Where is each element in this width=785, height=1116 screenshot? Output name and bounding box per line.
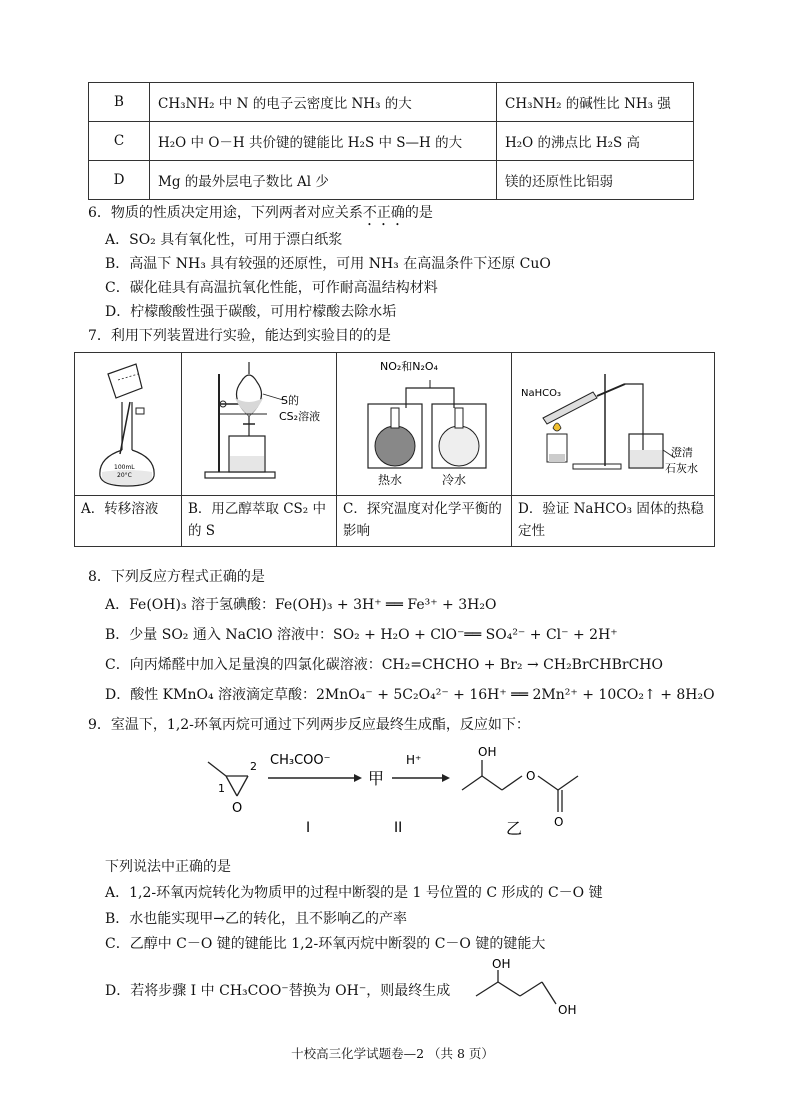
equilibrium-figure	[338, 354, 510, 490]
figure-a-cell	[75, 353, 182, 496]
figure-d-cell	[512, 353, 715, 496]
q9-option-b: B．水也能实现甲→乙的转化，且不影响乙的产率	[105, 911, 408, 927]
limewater-label-1: 澄清	[671, 446, 693, 459]
step-1-label: I	[306, 820, 311, 836]
reagent-1: CH₃COO⁻	[270, 753, 331, 768]
row-label: D	[89, 161, 150, 200]
q7-stem: 7．利用下列装置进行实验，能达到实验目的的是	[88, 328, 391, 344]
hot-water-label: 热水	[378, 473, 403, 487]
gas-mixture-label: NO₂和N₂O₄	[380, 360, 439, 373]
row-result: CH₃NH₂ 的碱性比 NH₃ 强	[497, 83, 694, 122]
table-row	[89, 83, 694, 122]
q8-stem: 8．下列反应方程式正确的是	[88, 569, 265, 585]
separatory-funnel-figure	[183, 354, 335, 490]
row-label: C	[89, 122, 150, 161]
q6-option-a: A．SO₂ 具有氧化性，可用于漂白纸浆	[105, 232, 343, 248]
row-cause: Mg 的最外层电子数比 Al 少	[150, 161, 497, 200]
carbonyl-oxygen: O	[554, 815, 564, 829]
flask-volume-label: 100mL	[114, 464, 135, 471]
q8-option-d: D．酸性 KMnO₄ 溶液滴定草酸：2MnO₄⁻ + 5C₂O₄²⁻ + 16H⁺ ══ 2Mn²⁺ + 10CO₂↑ + 8H₂O	[105, 687, 715, 703]
apparatus-table	[74, 352, 715, 547]
row-label: B	[89, 83, 150, 122]
reaction-scheme	[196, 742, 616, 848]
q9-option-a: A．1,2-环氧丙烷转化为物质甲的过程中断裂的是 1 号位置的 C 形成的 C－O 键	[105, 885, 603, 901]
figure-b-cell	[182, 353, 337, 496]
row-cause: CH₃NH₂ 中 N 的电子云密度比 NH₃ 的大	[150, 83, 497, 122]
product-yi: 乙	[506, 819, 523, 838]
table-row	[89, 122, 694, 161]
solution-label-1: S的	[281, 394, 299, 407]
row-result: H₂O 的沸点比 H₂S 高	[497, 122, 694, 161]
epoxide-oxygen: O	[232, 801, 243, 816]
q8-option-a: A．Fe(OH)₃ 溶于氢碘酸：Fe(OH)₃ + 3H⁺ ══ Fe³⁺ + 3H₂O	[105, 597, 497, 613]
row-cause: H₂O 中 O－H 共价键的键能比 H₂S 中 S—H 的大	[150, 122, 497, 161]
q9-option-d: D．若将步骤 I 中 CH₃COO⁻替换为 OH⁻，则最终生成	[105, 983, 451, 999]
flask-temp-label: 20°C	[117, 472, 132, 479]
reagent-2: H⁺	[406, 753, 422, 767]
q6-option-c: C．碳化硅具有高温抗氧化性能，可作耐高温结构材料	[105, 280, 438, 296]
q8-option-b: B．少量 SO₂ 通入 NaClO 溶液中：SO₂ + H₂O + ClO⁻══ SO₄²⁻ + Cl⁻ + 2H⁺	[105, 627, 618, 643]
diol-hydroxyl-top: OH	[492, 957, 511, 971]
step-2-label: II	[394, 820, 403, 836]
table-row	[89, 161, 694, 200]
position-2-label: 2	[250, 760, 257, 773]
limewater-label-2: 石灰水	[665, 462, 698, 475]
solution-label-2: CS₂溶液	[279, 410, 321, 423]
page-footer: 十校高三化学试题卷—2 （共 8 页）	[291, 1046, 494, 1061]
sodium-bicarbonate-label: NaHCO₃	[521, 388, 561, 399]
caption-d: D．验证 NaHCO₃ 固体的热稳定性	[512, 496, 715, 547]
volumetric-flask-figure	[76, 354, 180, 490]
q9-substem: 下列说法中正确的是	[105, 859, 231, 875]
q6-option-b: B．高温下 NH₃ 具有较强的还原性，可用 NH₃ 在高温条件下还原 CuO	[105, 256, 551, 272]
thermal-decomposition-figure	[513, 354, 713, 490]
caption-a: A．转移溶液	[75, 496, 182, 547]
q6-stem-post: 的是	[404, 205, 433, 221]
caption-c: C．探究温度对化学平衡的影响	[337, 496, 512, 547]
q6-stem-pre: 6．物质的性质决定用途，下列两者对应关系	[88, 205, 363, 221]
q8-option-c: C．向丙烯醛中加入足量溴的四氯化碳溶液：CH₂=CHCHO + Br₂ → CH₂BrCHBrCHO	[105, 657, 663, 673]
q6-stem-emphasis: 不正确	[362, 205, 405, 221]
q6-stem	[88, 202, 433, 229]
intermediate-jia: 甲	[368, 769, 385, 788]
row-result: 镁的还原性比铝弱	[497, 161, 694, 200]
ester-oxygen: O	[526, 769, 536, 783]
q6-option-d: D．柠檬酸酸性强于碳酸，可用柠檬酸去除水垢	[105, 304, 397, 320]
product-hydroxyl: OH	[478, 745, 497, 759]
answer-table	[88, 82, 694, 200]
caption-b: B．用乙醇萃取 CS₂ 中的 S	[182, 496, 337, 547]
diol-structure	[470, 956, 590, 1020]
q9-option-c: C．乙醇中 C－O 键的键能比 1,2-环氧丙烷中断裂的 C－O 键的键能大	[105, 936, 546, 952]
cold-water-label: 冷水	[442, 473, 467, 487]
diol-hydroxyl-end: OH	[558, 1003, 577, 1017]
q9-stem: 9．室温下，1,2-环氧丙烷可通过下列两步反应最终生成酯，反应如下：	[88, 717, 530, 733]
figure-c-cell	[337, 353, 512, 496]
position-1-label: 1	[218, 782, 225, 795]
